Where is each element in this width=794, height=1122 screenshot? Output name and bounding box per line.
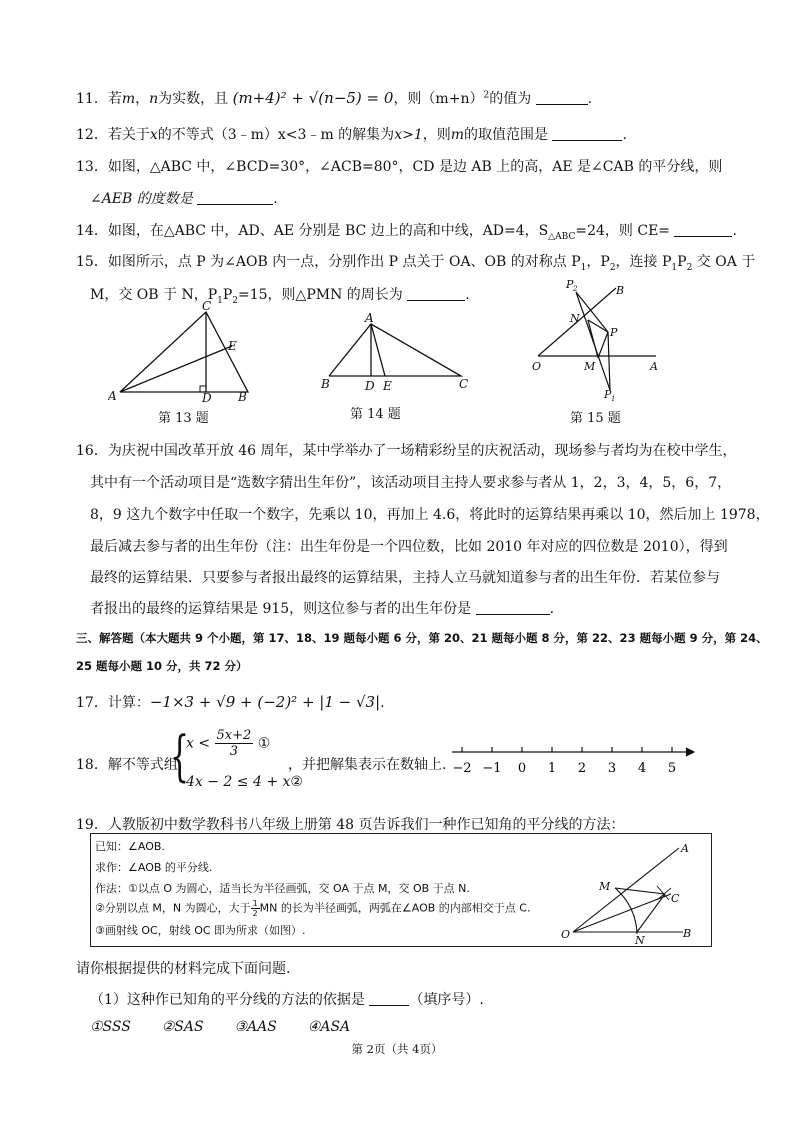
question-11: 11．若m，n为实数，且 (m+4)² + √(n−5) = 0，则$(m+n)^2$的值为 .: [76, 89, 593, 107]
box-given: 已知：∠AOB.: [95, 840, 165, 853]
figure-14-caption: 第 14 题: [350, 407, 401, 422]
figure-13: [108, 300, 258, 405]
f13-label-c: C: [202, 300, 212, 313]
question-16-line3: 8，9 这九个数字中任取一个数字，先乘以 10，再加上 4.6，将此时的运算结果再乘以 10，然后加上 1978，: [90, 507, 770, 523]
question-13-line2: ∠AEB 的度数是 .: [90, 191, 278, 207]
bf-label-n: N: [635, 934, 645, 944]
option-sas[interactable]: ②SAS: [161, 1019, 204, 1035]
f15-label-p: P: [610, 326, 618, 339]
question-18-prefix: 18．解不等式组: [76, 757, 178, 773]
question-16-line2: 其中有一个活动项目是“选数字猜出生年份”，该活动项目主持人要求参与者从 1，2，3，4，5，6，7，: [90, 475, 732, 491]
f14-label-a: A: [365, 311, 374, 325]
question-19-part1: （1）这种作已知角的平分线的方法的依据是 （填序号）.: [90, 992, 484, 1008]
tick-label: 4: [637, 761, 647, 776]
f14-label-c: C: [459, 377, 469, 391]
answer-blank-19-1[interactable]: [369, 1004, 409, 1006]
q11-formula: (m+4)² + √(n−5) = 0: [232, 89, 394, 107]
question-15: 15．如图所示，点 P 为∠AOB 内一点，分别作出 P 点关于 OA、OB 的对称点 $P_1$，$P_2$，连接 $P_1P_2$ 交 OA 于: [76, 254, 756, 273]
tick-label: 3: [607, 761, 617, 776]
f15-label-o: O: [532, 360, 542, 373]
brace: {: [170, 726, 190, 789]
option-asa[interactable]: ④ASA: [307, 1019, 351, 1035]
tick-label: 2: [577, 761, 587, 776]
svg-text:2: 2: [573, 285, 578, 293]
tick-label: 0: [517, 761, 527, 776]
box-step-2: ②分别以点 M，N 为圆心，大于 $\frac{1}{2}$ MN 的长为半径画弧，两弧在∠AOB 的内部相交于点 C.: [95, 899, 531, 918]
figure-15: [528, 274, 668, 406]
question-16-line4: 最后减去参与者的出生年份（注：出生年份是一个四位数，比如 2010 年对应的四位数是 2010），得到: [90, 539, 728, 555]
section-3-header-line2: 25 题每小题 10 分，共 72 分）: [76, 659, 248, 673]
question-19-instruction: 请你根据提供的材料完成下面问题.: [76, 961, 291, 977]
question-16-line1: 16．为庆祝中国改革开放 46 周年，某中学举办了一场精彩纷呈的庆祝活动，现场参与者均为在校中学生，: [76, 443, 737, 459]
figure-13-caption: 第 13 题: [158, 411, 209, 426]
question-13: 13．如图，△ABC 中，∠BCD=30°，∠ACB=80°，CD 是边 AB 上的高，AE 是∠CAB 的平分线，则: [76, 159, 723, 175]
answer-blank-11[interactable]: [536, 103, 588, 105]
inequality-2: 4x − 2 ≤ 4 + x②: [186, 774, 303, 790]
question-16-line5: 最终的运算结果．只要参与者报出最终的运算结果，主持人立马就知道参与者的出生年份．若某位参与: [90, 570, 720, 586]
number-line: [452, 742, 700, 778]
f15-label-p2: P: [566, 278, 574, 291]
question-17: 17．计算：−1×3 + √9 + (−2)² + |1 − √3|.: [76, 693, 385, 711]
question-18-tail: ，并把解集表示在数轴上.: [288, 757, 447, 773]
inequality-1: x < $\frac{5x+2}{3}$ ①: [186, 728, 271, 759]
section-3-header: 三、解答题（本大题共 9 个小题，第 17、18、19 题每小题 6 分，第 20、21 题每小题 8 分，第 22、23 题每小题 9 分，第 24、: [76, 631, 768, 645]
question-15-line2: M，交 OB 于 N，$P_1P_2=15$，则△PMN 的周长为 .: [90, 287, 470, 306]
f15-label-m: M: [584, 360, 596, 373]
tick-label: −1: [482, 761, 502, 776]
q17-expression: −1×3 + √9 + (−2)² + |1 − √3|: [149, 693, 381, 711]
bf-label-a: A: [681, 842, 689, 855]
question-12: 12．若关于x的不等式（3﹣m）x<3﹣m 的解集为x>1，则m的取值范围是 .: [76, 127, 627, 143]
f13-label-b: B: [238, 390, 247, 404]
question-19: 19．人教版初中数学教科书八年级上册第 48 页告诉我们一种作已知角的平分线的方法：: [76, 817, 625, 833]
bf-label-m: M: [599, 880, 611, 893]
bf-label-o: O: [561, 928, 571, 941]
svg-text:1: 1: [611, 395, 616, 403]
answer-blank-13[interactable]: [197, 203, 273, 205]
f14-label-b: B: [321, 377, 330, 391]
f13-label-d: D: [202, 391, 212, 405]
tick-label: −2: [452, 761, 472, 776]
f14-label-e: E: [383, 379, 392, 393]
bf-label-b: B: [683, 927, 692, 940]
question-16-line6: 者报出的最终的运算结果是 915，则这位参与者的出生年份是 .: [90, 601, 555, 617]
f15-label-p1: P: [604, 388, 612, 401]
answer-blank-12[interactable]: [552, 139, 622, 141]
box-step-1: 作法：①以点 O 为圆心，适当长为半径画弧，交 OA 于点 M，交 OB 于点 N.: [95, 882, 470, 895]
f15-label-b: B: [616, 284, 625, 297]
f15-label-a: A: [650, 360, 658, 373]
question-14: 14．如图，在△ABC 中，AD、AE 分别是 BC 边上的高和中线，AD=4，$S_{\triangle ABC}=24$，则 CE= .: [76, 223, 737, 242]
option-sss[interactable]: ①SSS: [90, 1019, 131, 1035]
figure-14: [315, 310, 475, 395]
f14-label-d: D: [365, 379, 375, 393]
answer-blank-14[interactable]: [674, 235, 732, 237]
f13-label-a: A: [108, 389, 117, 403]
tick-label: 5: [667, 761, 677, 776]
f15-label-n: N: [570, 312, 580, 325]
question-19-options: [90, 1019, 350, 1035]
answer-blank-15[interactable]: [407, 299, 465, 301]
box-required: 求作：∠AOB 的平分线.: [95, 861, 213, 874]
answer-blank-16[interactable]: [476, 613, 550, 615]
tick-label: 1: [547, 761, 557, 776]
bf-label-c: C: [671, 892, 680, 905]
f13-label-e: E: [228, 339, 237, 353]
page-footer: 第 2页（共 4页）: [351, 1042, 443, 1056]
construction-box: [90, 833, 712, 947]
figure-15-caption: 第 15 题: [570, 411, 621, 426]
bisector-figure: [561, 838, 709, 944]
box-step-3: ③画射线 OC，射线 OC 即为所求（如图）.: [95, 924, 306, 937]
option-aas[interactable]: ③AAS: [234, 1019, 277, 1035]
